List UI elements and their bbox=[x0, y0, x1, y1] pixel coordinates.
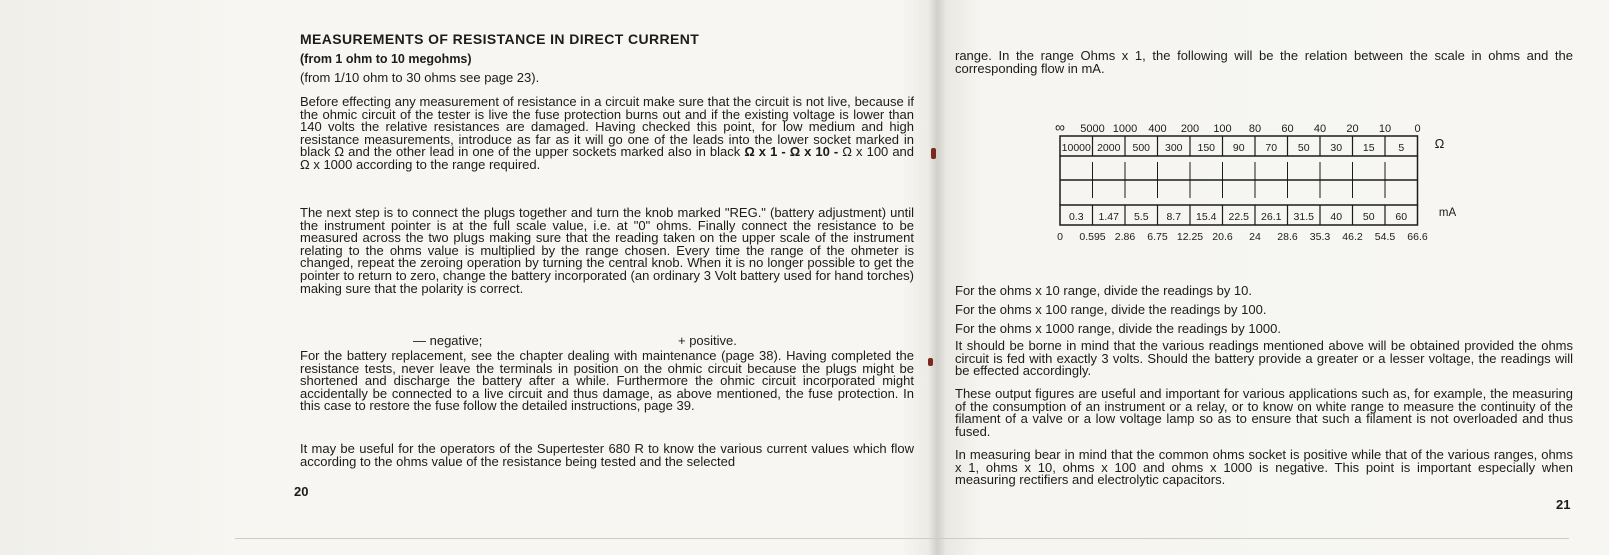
ohm-top-label-8: 40 bbox=[1313, 123, 1327, 135]
page-bottom-edge bbox=[235, 538, 1569, 547]
paragraph-precautions-bold: Ω x 1 - Ω x 10 - bbox=[744, 144, 839, 160]
paragraph-precautions-a: Before effecting any measurement of resistance in a circuit make sure that the circuit is not live, because if the ohmic circuit of the tester is live the fuse protection burns out and if the existing voltage is lower than 140 volts the relative resistances are damaged. Having checked this point, for low medium and high resistance measurements, introduce as far as it will go one of the leads into the lower socket marked in black Ω and the other lead in one of the upper sockets marked also in black bbox=[300, 94, 914, 160]
ohm-box-value-7: 50 bbox=[1297, 142, 1310, 154]
ohm-box-value-5: 90 bbox=[1232, 142, 1245, 154]
scale-intro: range. In the range Ohms x 1, the following will be the relation between the scale in ohms and the corresponding flow in mA. bbox=[955, 48, 1573, 76]
ohm-box-value-1: 2000 bbox=[1097, 142, 1121, 154]
ma-box-value-10: 60 bbox=[1395, 211, 1408, 223]
ohm-box-value-8: 30 bbox=[1330, 142, 1343, 154]
range-x100-note: For the ohms x 100 range, divide the readings by 100. bbox=[955, 302, 1267, 317]
ma-box-value-1: 1.47 bbox=[1098, 211, 1119, 223]
ohm-unit-label: Ω bbox=[1434, 136, 1445, 151]
ma-bottom-label-5: 20.6 bbox=[1212, 231, 1233, 243]
page-number-left: 20 bbox=[294, 484, 309, 499]
ohm-box-value-0: 10000 bbox=[1061, 142, 1091, 154]
paragraph-precautions-b: Ω x 100 and Ω x 1000 according to the range required. bbox=[300, 144, 915, 172]
ma-bottom-label-1: 0.595 bbox=[1079, 231, 1106, 243]
ma-bottom-label-3: 6.75 bbox=[1147, 231, 1168, 243]
ohm-box-value-2: 500 bbox=[1132, 142, 1151, 154]
ohm-top-label-9: 20 bbox=[1346, 123, 1359, 135]
paragraph-precautions bbox=[300, 96, 914, 172]
ohm-box-value-9: 15 bbox=[1362, 142, 1375, 154]
paragraph-applications: These output figures are useful and important for various applications such as, for example, the measuring of the consumption of an instrument or a relay, or to know on white range to measure the continuity of the filament of a valve or a low voltage lamp so as to ensure that such a filament is not overloaded and thus fused. bbox=[955, 386, 1573, 439]
ma-bottom-label-11: 66.6 bbox=[1407, 231, 1428, 243]
paragraph-current-values: It may be useful for the operators of the Supertester 680 R to know the various current values which flow according to the ohms value of the resistance being tested and the selected bbox=[300, 441, 914, 469]
paragraph-battery: For the battery replacement, see the chapter dealing with maintenance (page 38). Having completed the resistance tests, never leave the terminals in position on the ohmic circuit because the plugs might be shortened and discharge the battery after a while. Furthermore the ohmic circuit incorporated might accidentally be connected to a live circuit and thus damage, as above mentioned, the fuse protection. In this case to restore the fuse follow the detailed instructions, page 39. bbox=[300, 348, 914, 414]
section-title: MEASUREMENTS OF RESISTANCE IN DIRECT CURRENT bbox=[300, 31, 700, 47]
ma-bottom-label-4: 12.25 bbox=[1176, 231, 1204, 243]
ma-bottom-label-8: 35.3 bbox=[1309, 231, 1331, 243]
ohm-top-label-1: 5000 bbox=[1080, 123, 1105, 135]
range-reference: (from 1/10 ohm to 30 ohms see page 23). bbox=[300, 70, 540, 85]
ohm-box-value-10: 5 bbox=[1398, 142, 1405, 154]
range-x10-note: For the ohms x 10 range, divide the readings by 10. bbox=[955, 283, 1253, 298]
ma-box-value-3: 8.7 bbox=[1166, 211, 1182, 223]
polarity-negative: — negative; bbox=[413, 333, 483, 348]
ohm-top-label-0: ∞ bbox=[1055, 119, 1065, 135]
book-gutter bbox=[928, 0, 946, 555]
margin-mark-top bbox=[931, 148, 936, 159]
ma-box-value-5: 22.5 bbox=[1228, 211, 1249, 223]
ohm-top-label-2: 1000 bbox=[1112, 123, 1138, 135]
paragraph-zeroing: The next step is to connect the plugs together and turn the knob marked "REG." (battery adjustment) until the instrument pointer is at the full scale value, i.e. at "0" ohms. Finally connect the resistance to be measured across the two plugs making sure that the reading taken on the upper scale of the instrument relating to the ohms value is multiplied by the range chosen. Every time the range of the ohmeter is changed, repeat the zeroing operation by turning the central knob. When it is no longer possible to get the pointer to return to zero, change the battery incorporated (an ordinary 3 Volt battery used for hand torches) making sure that the polarity is correct. bbox=[300, 205, 914, 296]
ma-box-value-0: 0.3 bbox=[1068, 211, 1084, 223]
ma-bottom-label-6: 24 bbox=[1249, 231, 1261, 243]
ohm-top-label-3: 400 bbox=[1148, 123, 1167, 135]
ohm-box-value-3: 300 bbox=[1164, 142, 1183, 154]
range-x1000-note: For the ohms x 1000 range, divide the readings by 1000. bbox=[955, 321, 1281, 336]
ohm-box-value-6: 70 bbox=[1265, 142, 1278, 154]
ohm-top-label-11: 0 bbox=[1414, 123, 1421, 135]
ohm-top-label-7: 60 bbox=[1281, 123, 1294, 135]
paragraph-socket-polarity: In measuring bear in mind that the common ohms socket is positive while that of the various ranges, ohms x 1, ohms x 10, ohms x 100 and ohms x 1000 is negative. This point is important especially when measuring rectifiers and electrolytic capacitors. bbox=[955, 447, 1573, 488]
ohm-top-label-10: 10 bbox=[1378, 123, 1392, 135]
ma-bottom-label-9: 46.2 bbox=[1342, 231, 1363, 243]
ma-box-value-9: 50 bbox=[1362, 211, 1375, 223]
range-subtitle: (from 1 ohm to 10 megohms) bbox=[300, 52, 472, 66]
ohm-top-label-6: 80 bbox=[1248, 123, 1262, 135]
ma-bottom-label-2: 2.86 bbox=[1114, 231, 1136, 243]
polarity-positive: + positive. bbox=[678, 333, 737, 348]
page-number-right: 21 bbox=[1556, 497, 1571, 512]
ma-box-value-4: 15.4 bbox=[1196, 211, 1217, 223]
ma-unit-label: mA bbox=[1438, 207, 1457, 219]
ohm-top-label-4: 200 bbox=[1180, 123, 1200, 135]
ma-box-value-7: 31.5 bbox=[1293, 211, 1314, 223]
ma-bottom-label-7: 28.6 bbox=[1277, 231, 1298, 243]
ma-bottom-label-10: 54.5 bbox=[1374, 231, 1396, 243]
ohm-top-label-5: 100 bbox=[1213, 123, 1232, 135]
ohm-box-value-4: 150 bbox=[1197, 142, 1216, 154]
ma-box-value-2: 5.5 bbox=[1133, 211, 1149, 223]
ma-bottom-label-0: 0 bbox=[1057, 231, 1063, 243]
ohms-ma-scale-chart bbox=[1055, 119, 1530, 245]
margin-mark-bottom bbox=[928, 358, 933, 366]
ma-box-value-6: 26.1 bbox=[1261, 211, 1282, 223]
paragraph-battery-voltage: It should be borne in mind that the various readings mentioned above will be obtained provided the ohms circuit is fed with exactly 3 volts. Should the battery provide a greater or a lesser voltage, the readings will be effected accordingly. bbox=[955, 338, 1573, 379]
ma-box-value-8: 40 bbox=[1330, 211, 1343, 223]
